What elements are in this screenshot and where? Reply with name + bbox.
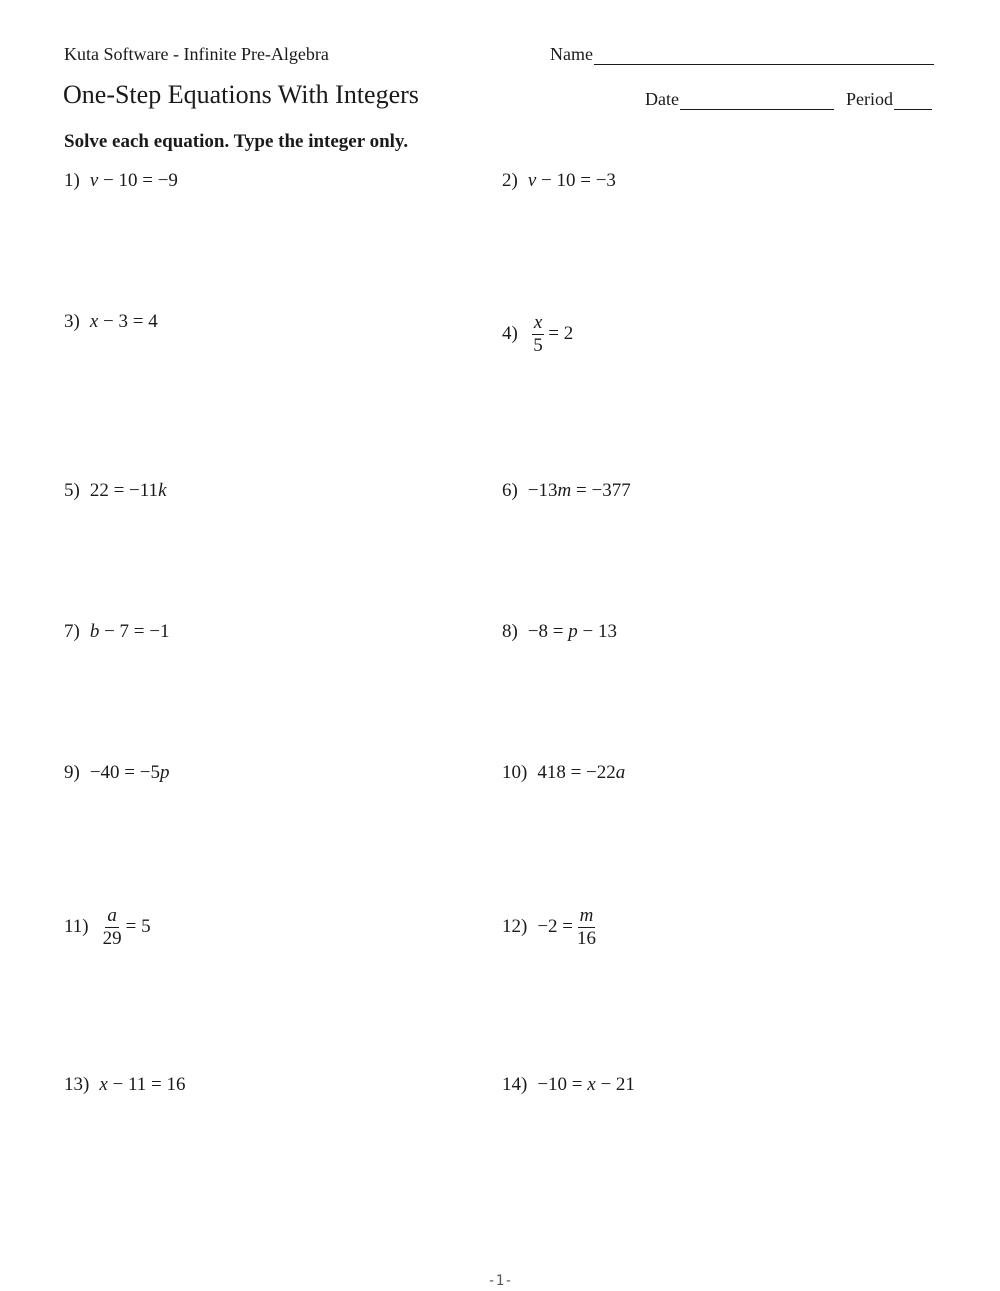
problem-number: 13) [64, 1074, 90, 1095]
problem-9 [64, 762, 169, 784]
period-blank [894, 91, 932, 110]
problem-number: 1) [64, 170, 80, 191]
equation: 418 = −22 a [537, 762, 626, 783]
problem-7 [64, 621, 169, 643]
problem-13 [64, 1074, 186, 1096]
equation: $\frac{x}{5}$ = 2 [533, 312, 574, 356]
problem-8 [502, 621, 617, 643]
problem-5 [64, 480, 167, 502]
page-title: One-Step Equations With Integers [63, 80, 419, 109]
date-blank [680, 91, 834, 110]
problem-number: 4) [502, 323, 518, 345]
problem-6 [502, 480, 631, 502]
problem-number: 14) [502, 1074, 528, 1095]
problem-number: 8) [502, 621, 518, 642]
problem-10 [502, 762, 625, 784]
equation: $\frac{a}{29}$ = 5 [102, 905, 151, 949]
publisher-label: Kuta Software - Infinite Pre-Algebra [64, 44, 329, 64]
equation: x − 3 = 4 [89, 311, 158, 332]
problem-14 [502, 1074, 635, 1096]
problem-number: 3) [64, 311, 80, 332]
equation: −8 = p − 13 [527, 621, 617, 642]
problem-12 [502, 906, 600, 949]
problem-number: 2) [502, 170, 518, 191]
name-label: Name [550, 44, 593, 64]
equation: −13 m = −377 [527, 480, 631, 501]
problem-number: 10) [502, 762, 528, 783]
problem-number: 5) [64, 480, 80, 501]
equation: v − 10 = −3 [527, 170, 616, 191]
date-label: Date [645, 89, 679, 109]
equation: v − 10 = −9 [89, 170, 178, 191]
problem-11 [64, 906, 151, 949]
equation: −2 = $\frac{m}{16}$ [537, 905, 597, 949]
period-label: Period [845, 89, 893, 109]
equation: −10 = x − 21 [537, 1074, 635, 1095]
problem-4 [502, 313, 573, 356]
problem-number: 9) [64, 762, 80, 783]
problem-1 [64, 170, 178, 192]
problem-number: 12) [502, 916, 528, 938]
problem-number: 6) [502, 480, 518, 501]
name-field [550, 44, 934, 65]
equation: 22 = −11 k [89, 480, 167, 501]
fraction: $\frac{x}{5}$ [533, 312, 543, 356]
problem-3 [64, 311, 158, 333]
equation: x − 11 = 16 [99, 1074, 186, 1095]
date-period-field [645, 89, 932, 110]
page-number: -1- [487, 1273, 513, 1289]
problem-number: 7) [64, 621, 80, 642]
equation: −40 = −5 p [89, 762, 170, 783]
fraction: $\frac{a}{29}$ [102, 905, 122, 949]
fraction: $\frac{m}{16}$ [577, 905, 597, 949]
name-blank [594, 46, 934, 65]
instructions: Solve each equation. Type the integer only. [64, 131, 409, 152]
equation: b − 7 = −1 [89, 621, 170, 642]
problem-number: 11) [64, 916, 89, 938]
problem-2 [502, 170, 616, 192]
